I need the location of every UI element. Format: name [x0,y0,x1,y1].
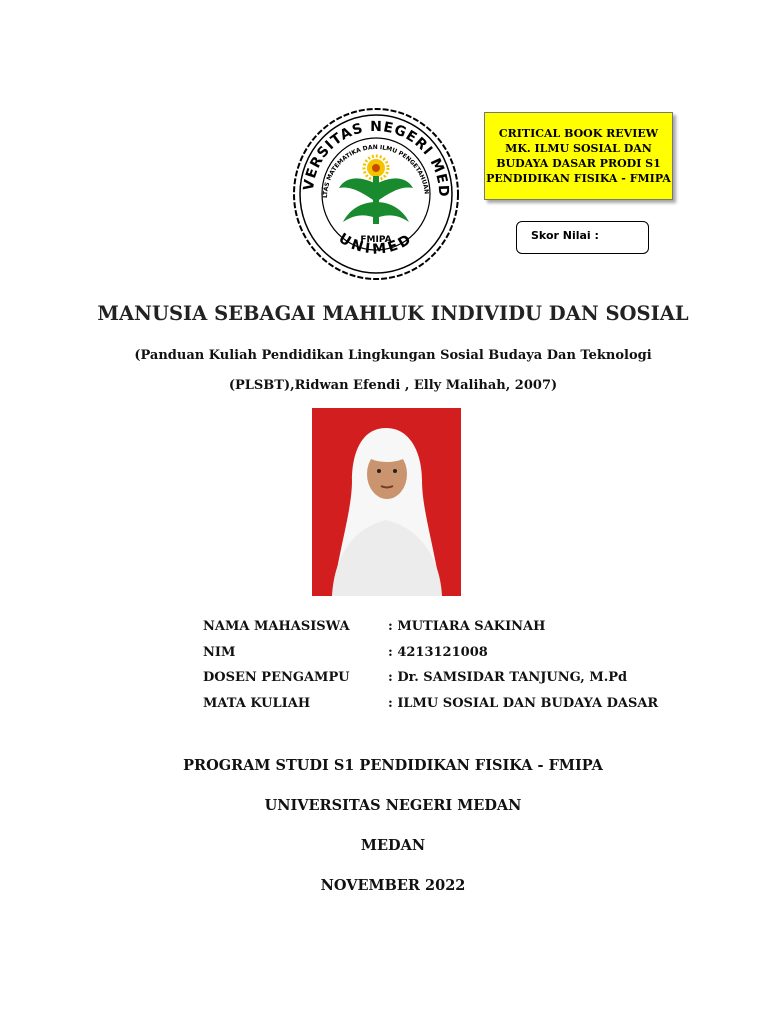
info-label-name: NAMA MAHASISWA [203,619,350,634]
title-box-line: MK. ILMU SOSIAL DAN [505,142,652,155]
logo-ring-text: VERSITAS NEGERI MED [300,118,452,198]
city-name: MEDAN [360,837,426,854]
logo-graphic [291,106,461,282]
info-value-lecturer: : Dr. SAMSIDAR TANJUNG, M.Pd [388,670,628,685]
info-label-lecturer: DOSEN PENGAMPU [203,670,350,685]
unimed-fmipa-logo [291,106,461,282]
student-photo [312,408,461,596]
title-box-line: CRITICAL BOOK REVIEW [498,127,659,140]
info-value-nim: : 4213121008 [388,645,488,660]
score-box [516,221,649,254]
program-name: PROGRAM STUDI S1 PENDIDIKAN FISIKA - FMIPA [183,757,603,774]
title-box-line: PENDIDIKAN FISIKA - FMIPA [486,172,671,185]
logo-inner-text: LTAS MATEMATIKA DAN ILMU PENGETAHUAN [321,143,430,199]
title-box-line: BUDAYA DASAR PRODI S1 [496,157,661,170]
university-name: UNIVERSITAS NEGERI MEDAN [264,797,522,814]
title-box [484,112,673,200]
student-photo-graphic [312,408,461,596]
score-label: Skor Nilai : [531,229,599,242]
logo-center-text: FMIPA [360,235,392,245]
subtitle-line-1: (Panduan Kuliah Pendidikan Lingkungan Sosial Budaya Dan Teknologi [134,348,652,363]
info-label-course: MATA KULIAH [203,696,311,711]
info-value-course: : ILMU SOSIAL DAN BUDAYA DASAR [388,696,659,711]
document-date: NOVEMBER 2022 [320,877,466,894]
info-value-name: : MUTIARA SAKINAH [388,619,546,634]
logo-bottom-text: UNIMED [335,230,417,258]
subtitle-line-2: (PLSBT),Ridwan Efendi , Elly Malihah, 2007) [228,378,558,393]
info-label-nim: NIM [203,645,236,660]
document-title: MANUSIA SEBAGAI MAHLUK INDIVIDU DAN SOSIAL [97,302,689,325]
